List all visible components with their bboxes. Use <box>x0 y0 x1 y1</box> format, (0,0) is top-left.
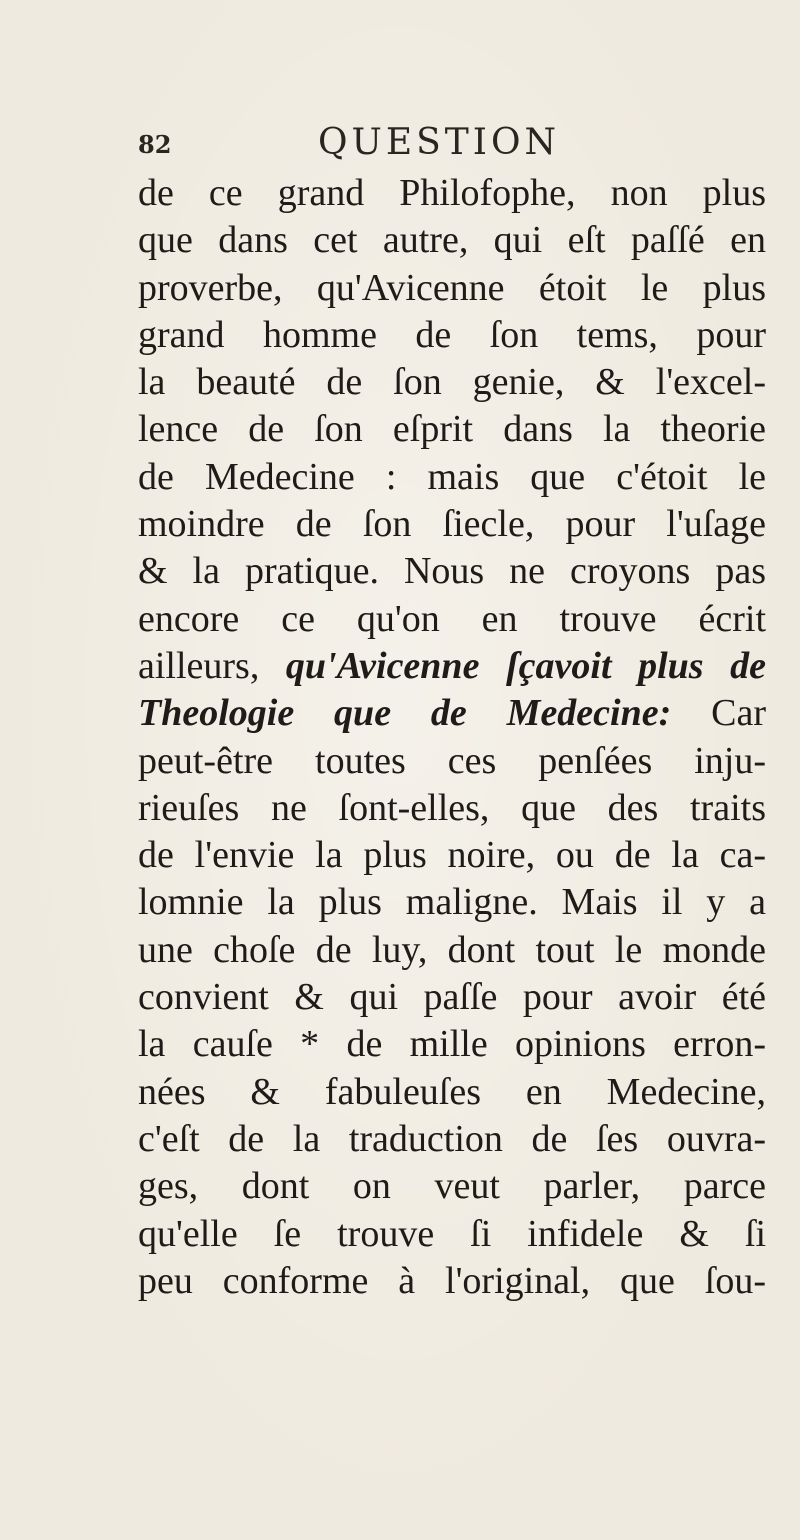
running-title: QUESTION <box>318 122 561 163</box>
text-segment: grand homme de ſon tems, pour <box>138 313 766 356</box>
text-line <box>138 548 766 595</box>
text-segment: encore ce qu'on en trouve écrit <box>138 597 766 640</box>
text-segment: lence de ſon eſprit dans la theorie <box>138 408 766 451</box>
text-segment: lomnie la plus maligne. Mais il y a <box>138 881 766 924</box>
text-line <box>138 974 766 1021</box>
text-line <box>138 1069 766 1116</box>
text-segment: ailleurs, <box>138 644 286 687</box>
text-line <box>138 312 766 359</box>
text-line <box>138 1211 766 1258</box>
text-line <box>138 1163 766 1210</box>
text-line <box>138 359 766 406</box>
text-segment: moindre de ſon ſiecle, pour l'uſage <box>138 503 766 546</box>
text-line <box>138 927 766 974</box>
text-segment: de ce grand Philofophe, non plus <box>138 172 766 214</box>
text-segment: une choſe de luy, dont tout le monde <box>138 928 766 971</box>
text-line <box>138 1258 766 1305</box>
text-segment: que dans cet autre, qui eſt paſſé en <box>138 219 766 262</box>
text-segment: la cauſe * de mille opinions erron- <box>138 1023 766 1066</box>
text-line <box>138 170 766 217</box>
italic-quote-segment: Theologie que de Medecine: <box>138 692 672 735</box>
text-segment: proverbe, qu'Avicenne étoit le plus <box>138 266 766 309</box>
text-segment: nées & fabuleuſes en Medecine, <box>138 1070 766 1113</box>
body-text <box>138 170 766 1305</box>
text-line <box>138 501 766 548</box>
text-segment: c'eſt de la traduction de ſes ouvra- <box>138 1117 766 1160</box>
text-segment: rieuſes ne ſont-elles, que des traits <box>138 786 766 829</box>
text-line <box>138 406 766 453</box>
text-segment: peut-être toutes ces penſées inju- <box>138 739 766 782</box>
text-line <box>138 217 766 264</box>
text-line <box>138 643 766 690</box>
page-number: 82 <box>138 130 172 159</box>
text-segment: & la pratique. Nous ne croyons pas <box>138 550 766 593</box>
text-line <box>138 879 766 926</box>
text-line <box>138 738 766 785</box>
text-segment: convient & qui paſſe pour avoir été <box>138 976 766 1019</box>
page-header <box>138 122 698 170</box>
text-segment: ges, dont on veut parler, parce <box>138 1165 766 1208</box>
text-segment: Car <box>671 692 766 735</box>
text-line <box>138 454 766 501</box>
text-line <box>138 265 766 312</box>
text-segment: peu conforme à l'original, que ſou- <box>138 1259 766 1302</box>
text-segment: de Medecine : mais que c'étoit le <box>138 455 766 498</box>
text-segment: de l'envie la plus noire, ou de la ca- <box>138 834 766 877</box>
italic-quote-segment: qu'Avicenne ſçavoit plus de <box>285 644 766 687</box>
text-line <box>138 596 766 643</box>
text-line <box>138 785 766 832</box>
text-line <box>138 1116 766 1163</box>
text-line <box>138 690 766 737</box>
text-line <box>138 1021 766 1068</box>
text-segment: la beauté de ſon genie, & l'excel- <box>138 361 766 404</box>
text-line <box>138 832 766 879</box>
text-segment: qu'elle ſe trouve ſi infidele & ſi <box>138 1212 766 1255</box>
